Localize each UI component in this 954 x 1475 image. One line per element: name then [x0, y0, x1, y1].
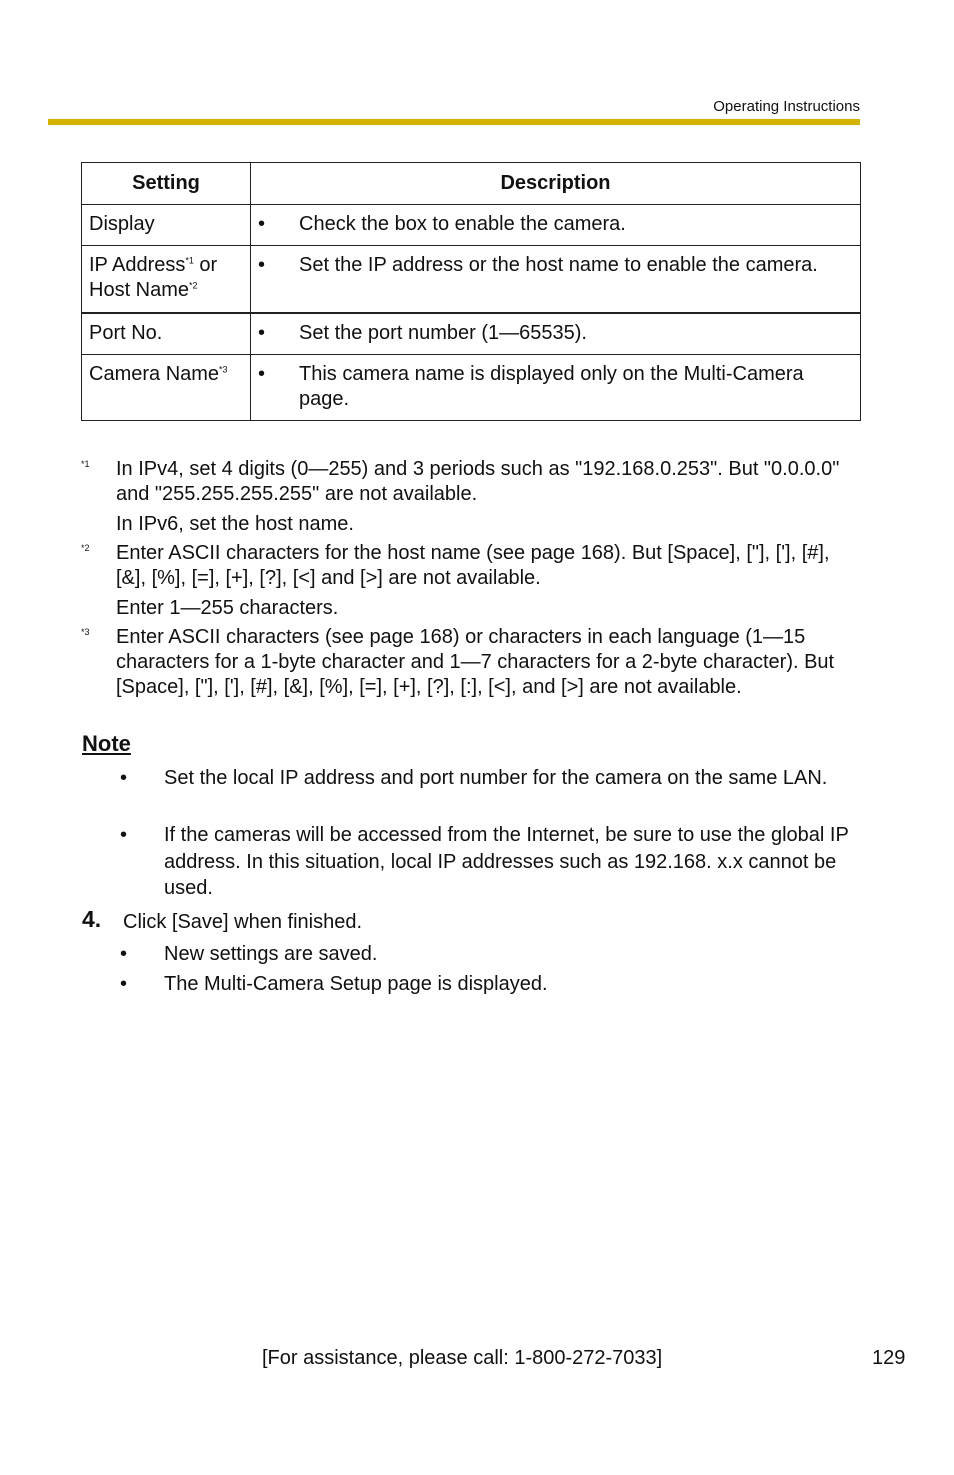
bullet: •: [120, 824, 128, 846]
footnote-mark: *1: [81, 459, 90, 469]
column-header-description: Description: [251, 163, 861, 205]
footnote-ref: *1: [185, 255, 194, 266]
setting-cell: [82, 355, 251, 421]
setting-text: IP Address: [89, 254, 186, 276]
list-item: [120, 941, 860, 968]
list-item: [120, 822, 860, 902]
footnote-ref: *2: [189, 280, 198, 291]
footnote-3: [81, 625, 861, 700]
description-text: Set the port number (1—65535).: [299, 322, 587, 344]
description-text: Check the box to enable the camera.: [299, 213, 626, 235]
description-cell: [251, 313, 861, 355]
footnote-ref: *3: [219, 364, 228, 375]
table-row: [82, 313, 861, 355]
setting-cell: Port No.: [82, 313, 251, 355]
setting-text: Host Name: [89, 279, 190, 301]
bullet: •: [120, 767, 128, 789]
step-item-text: New settings are saved.: [164, 943, 378, 965]
header-rule: [48, 119, 860, 125]
description-cell: [251, 355, 861, 421]
footnote-text: Enter ASCII characters (see page 168) or characters in each language (1—15 characters for a 1-byte character and 1—7 characters for a 2-byte character). But [Space], ["], ['], [#], [&], [%], [=], [+], [?], [:], [<], and [>] are not available.: [116, 626, 835, 698]
setting-text: Camera Name: [89, 363, 220, 385]
setting-text: or: [193, 254, 218, 276]
step-item-text: The Multi-Camera Setup page is displayed.: [164, 973, 548, 995]
note-text: If the cameras will be accessed from the Internet, be sure to use the global IP address. In this situation, local IP addresses such as 192.168. x.x cannot be used.: [164, 824, 849, 899]
description-cell: [251, 246, 861, 314]
description-text: This camera name is displayed only on the Multi-Camera page.: [299, 363, 804, 410]
footnote-text: Enter 1—255 characters.: [116, 597, 339, 619]
footnote-text: In IPv4, set 4 digits (0—255) and 3 periods such as "192.168.0.253". But "0.0.0.0" and "255.255.255.255" are not available.: [116, 458, 840, 505]
note-heading: Note: [82, 731, 131, 756]
column-header-setting: Setting: [82, 163, 251, 205]
description-cell: [251, 205, 861, 246]
setting-cell: [82, 246, 251, 314]
table-row: [82, 246, 861, 314]
footnote-1: [81, 457, 861, 537]
step-number: 4.: [82, 906, 102, 932]
description-text: Set the IP address or the host name to enable the camera.: [299, 254, 818, 276]
bullet: •: [258, 254, 266, 276]
table-row: [82, 205, 861, 246]
note-text: Set the local IP address and port number for the camera on the same LAN.: [164, 767, 828, 789]
list-item: [120, 765, 860, 792]
footnote-mark: *2: [81, 543, 90, 553]
table-header-row: [82, 163, 861, 205]
footnote-text: Enter ASCII characters for the host name (see page 168). But [Space], ["], ['], [#], [&], [%], [=], [+], [?], [<] and [>] are not available.: [116, 542, 830, 589]
footnote-2: [81, 541, 861, 621]
footnote-text: In IPv6, set the host name.: [116, 513, 354, 535]
list-item: [120, 971, 860, 998]
bullet: •: [120, 973, 128, 995]
bullet: •: [258, 213, 266, 235]
running-header: Operating Instructions: [713, 98, 860, 115]
settings-table: [81, 162, 861, 421]
bullet: •: [120, 943, 128, 965]
page-number: 129: [872, 1347, 906, 1369]
table-row: [82, 355, 861, 421]
bullet: •: [258, 322, 266, 344]
bullet: •: [258, 363, 266, 385]
footnote-mark: *3: [81, 627, 90, 637]
setting-cell: Display: [82, 205, 251, 246]
step-text: Click [Save] when finished.: [123, 911, 363, 933]
assistance-footer: [For assistance, please call: 1-800-272-7033]: [262, 1347, 663, 1369]
